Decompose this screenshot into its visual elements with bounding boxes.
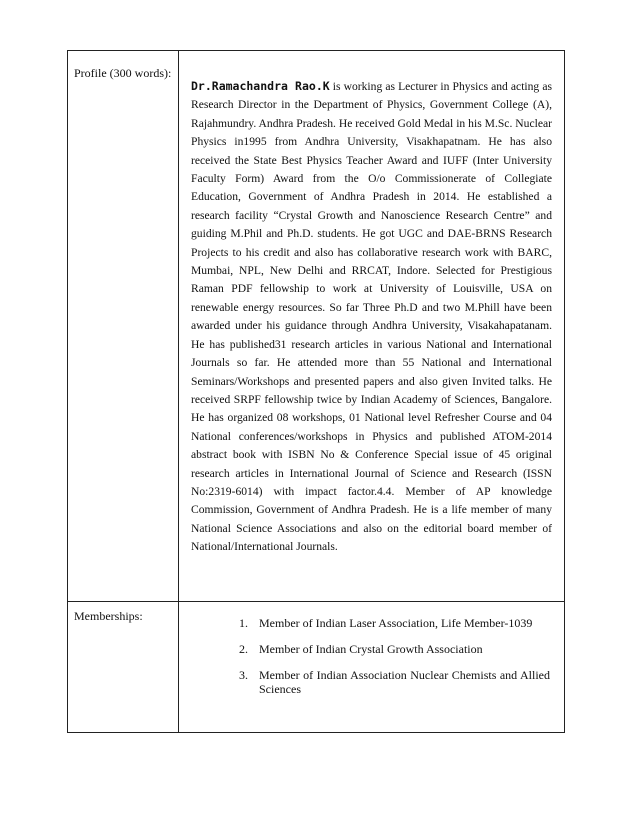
membership-number: 1. — [239, 616, 248, 630]
membership-number: 3. — [239, 668, 248, 682]
membership-text: Member of Indian Association Nuclear Chemists and Allied Sciences — [259, 668, 550, 696]
membership-item — [239, 616, 550, 630]
memberships-list — [179, 602, 564, 722]
memberships-label: Memberships: — [74, 609, 143, 623]
membership-item — [239, 642, 550, 656]
memberships-label-cell — [68, 602, 179, 733]
profile-name: Dr.Ramachandra Rao.K — [191, 79, 330, 93]
memberships-content-cell — [179, 602, 565, 733]
profile-table — [67, 50, 565, 733]
membership-number: 2. — [239, 642, 248, 656]
profile-label: Profile (300 words): — [74, 66, 172, 80]
profile-body-text: is working as Lecturer in Physics and acting as Research Director in the Department of Physics, Government College (A), Rajahmundry. Andhra Pradesh. He received Gold Medal in his M.Sc. Nuclear Physics in1995 from Andhra University, Visakhapatnam. He has also received the State Best Physics Teacher Award and IUFF (Inter University Faculty Form) Award from the O/o Commissionerate of Collegiate Education, Government of Andhra Pradesh in 2014. He established a research facility “Crystal Growth and Nanoscience Research Centre” and guiding M.Phil and Ph.D. students. He got UGC and DAE-BRNS Research Projects to his credit and also has collaborative research work with BARC, Mumbai, NPL, New Delhi and RRCAT, Indore. Selected for Prestigious Raman PDF fellowship to work at University of Louisville, USA on renewable energy resources. So far Three Ph.D and two M.Phill have been awarded under his guidance through Andhra University, Visakahapatanam. He has published31 research articles in various National and International Journals so far. He attended more than 55 National and International Seminars/Workshops and presented papers and also given Invited talks. He received SRPF fellowship twice by Indian Academy of Sciences, Bangalore. He has organized 08 workshops, 01 National level Refresher Course and 04 National conferences/workshops in Physics and published ATOM-2014 abstract book with ISBN No & Conference Special issue of 45 original research articles in International Journal of Science and Research (ISSN No:2319-6014) with impact factor.4.4. Member of AP knowledge Commission, Government of Andhra Pradesh. He is a life member of many National Science Associations and also on the editorial board member of National/International Journals. — [191, 80, 552, 554]
memberships-row — [68, 602, 565, 733]
membership-text: Member of Indian Crystal Growth Association — [259, 642, 483, 656]
profile-label-cell — [68, 51, 179, 602]
membership-item — [239, 668, 550, 696]
membership-text: Member of Indian Laser Association, Life Member-1039 — [259, 616, 533, 630]
profile-row — [68, 51, 565, 602]
profile-content-cell — [179, 51, 565, 602]
profile-paragraph — [179, 51, 564, 567]
